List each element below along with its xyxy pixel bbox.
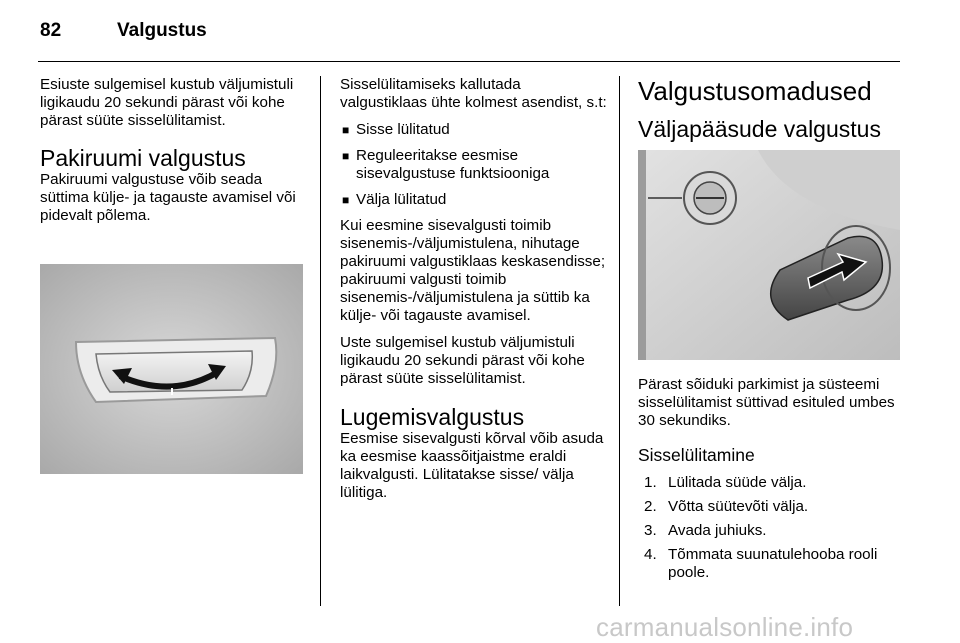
exit-lighting-figure <box>638 150 900 360</box>
col2-intro: Sisselülitamiseks kallutada valgustiklaas ühte kolmest asendist, s.t: <box>340 76 607 111</box>
list-item: 3. Avada juhiuks. <box>644 522 767 539</box>
col2-body: Eesmise sisevalgusti kõrval võib asuda ka eesmise kaassõitjaistme eraldi laikvalgusti. Lülitatakse sisse/ välja lülitiga. <box>340 430 604 501</box>
list-item: ■ Reguleeritakse eesmise sisevalgustuse funktsiooniga <box>342 147 550 182</box>
watermark: carmanualsonline.info <box>596 612 854 642</box>
bullet-icon: ■ <box>342 193 350 207</box>
position-list <box>340 121 610 209</box>
section-heading-lighting-features: Valgustusomadused <box>638 76 872 106</box>
page-title: Valgustus <box>117 20 207 41</box>
list-item: 2. Võtta süütevõti välja. <box>644 498 809 515</box>
column-1 <box>40 76 308 234</box>
bullet-icon: ■ <box>342 149 350 163</box>
page-number: 82 <box>40 20 62 41</box>
subheading-activation: Sisselülitamine <box>638 445 755 465</box>
column-3 <box>638 76 900 142</box>
header-divider <box>38 61 900 62</box>
bullet-icon: ■ <box>342 123 350 137</box>
column-2 <box>340 76 610 511</box>
subheading-exit-lighting: Väljapääsude valgustus <box>638 116 881 142</box>
list-item: 1. Lülitada süüde välja. <box>644 474 807 491</box>
column-3-lower <box>638 376 900 588</box>
col2-para1: Kui eesmine sisevalgusti toimib sisenemis-/väljumistulena, nihutage pakiruumi valgustiklaas keskasendisse; pakiruumi valgusti toimib sisenemis-/väljumistulena ja süttib ka külje- või tagauste avamisel. <box>340 217 606 324</box>
activation-steps <box>644 474 900 582</box>
col2-para2: Uste sulgemisel kustub väljumistuli ligikaudu 20 sekundi pärast või kohe pärast süüte sisselülitamist. <box>340 334 585 387</box>
column-divider-2 <box>619 76 620 606</box>
col3-body: Pärast sõiduki parkimist ja süsteemi sisselülitamist süttivad esituled umbes 30 sekundiks. <box>638 376 895 429</box>
list-item: ■ Välja lülitatud <box>342 191 447 208</box>
list-item: ■ Sisse lülitatud <box>342 121 450 138</box>
col1-body: Pakiruumi valgustuse võib seada süttima külje- ja tagauste avamisel või pidevalt põlema. <box>40 171 296 224</box>
luggage-light-figure <box>40 264 303 474</box>
col1-intro: Esiuste sulgemisel kustub väljumistuli ligikaudu 20 sekundi pärast või kohe pärast süüte sisselülitamist. <box>40 76 294 129</box>
list-item: 4. Tõmmata suunatulehooba rooli poole. <box>644 546 878 581</box>
section-heading-reading-light: Lugemisvalgustus <box>340 404 525 430</box>
column-divider-1 <box>320 76 321 606</box>
section-heading-luggage-light: Pakiruumi valgustus <box>40 145 246 171</box>
